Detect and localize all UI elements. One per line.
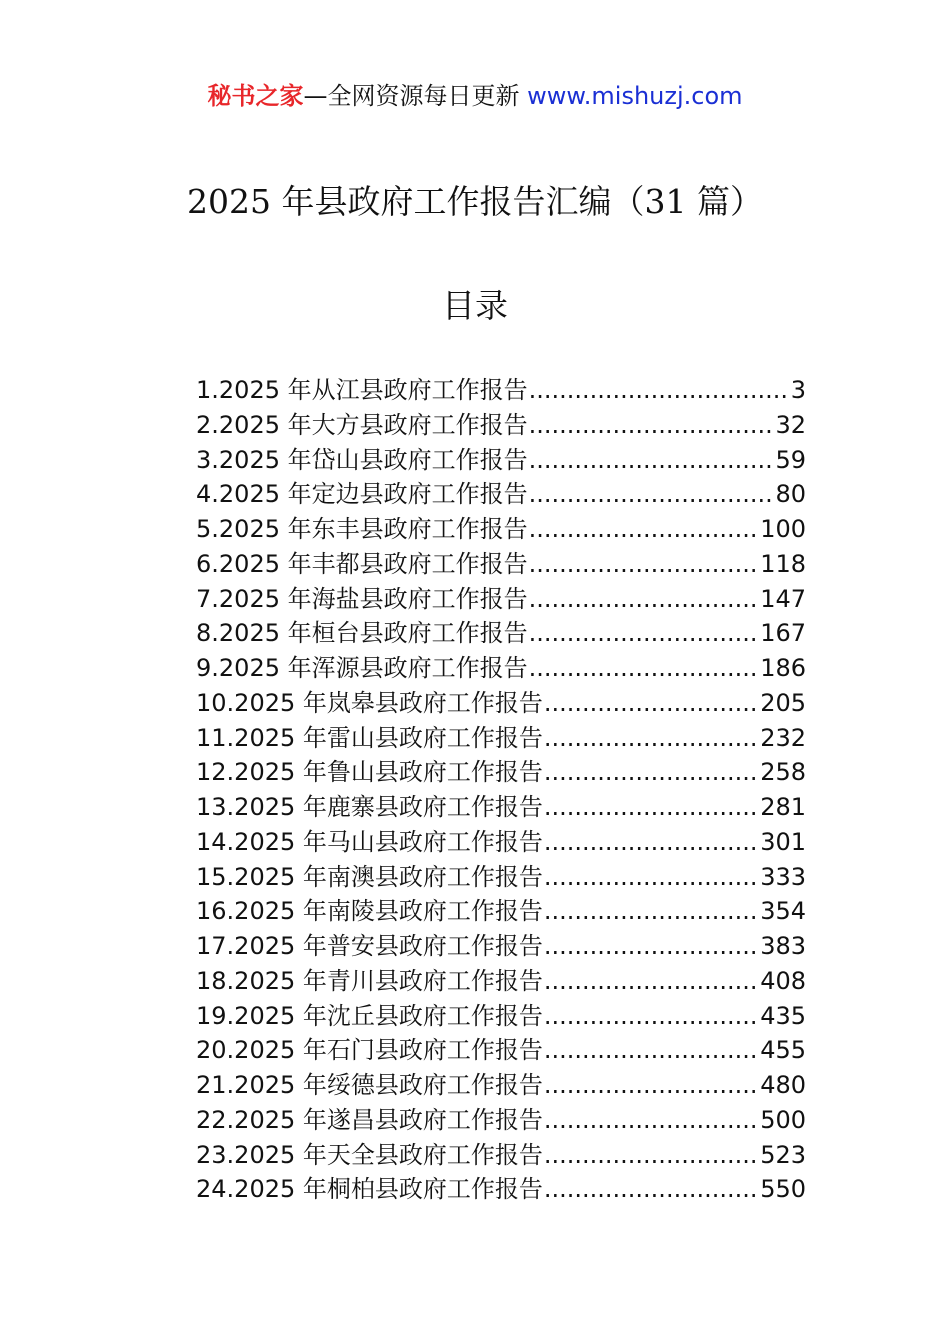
toc-entry-title: 11.2025 年雷山县政府工作报告 bbox=[196, 723, 543, 752]
toc-entry[interactable] bbox=[196, 547, 806, 582]
toc-dot-leader bbox=[544, 755, 759, 790]
toc-page-number: 550 bbox=[760, 1175, 806, 1204]
website-link[interactable]: www.mishuzj.com bbox=[527, 82, 743, 110]
toc-entry[interactable] bbox=[196, 999, 806, 1034]
toc-entry-title: 15.2025 年南澳县政府工作报告 bbox=[196, 862, 543, 891]
toc-entry-title: 14.2025 年马山县政府工作报告 bbox=[196, 827, 543, 856]
toc-entry[interactable] bbox=[196, 408, 806, 443]
toc-dot-leader bbox=[544, 929, 759, 964]
toc-dot-leader bbox=[544, 721, 759, 756]
toc-dot-leader bbox=[529, 582, 760, 617]
toc-page-number: 80 bbox=[775, 480, 806, 509]
toc-dot-leader bbox=[544, 1033, 759, 1068]
toc-entry[interactable] bbox=[196, 1172, 806, 1207]
toc-entry[interactable] bbox=[196, 721, 806, 756]
toc-entry-title: 12.2025 年鲁山县政府工作报告 bbox=[196, 758, 543, 787]
toc-entry-title: 6.2025 年丰都县政府工作报告 bbox=[196, 549, 528, 578]
toc-dot-leader bbox=[529, 477, 775, 512]
toc-dot-leader bbox=[544, 1172, 759, 1207]
toc-dot-leader bbox=[544, 894, 759, 929]
toc-dot-leader bbox=[529, 443, 775, 478]
toc-page-number: 301 bbox=[760, 827, 806, 856]
toc-dot-leader bbox=[544, 686, 759, 721]
toc-entry-title: 2.2025 年大方县政府工作报告 bbox=[196, 410, 528, 439]
toc-entry[interactable] bbox=[196, 477, 806, 512]
toc-entry-title: 21.2025 年绥德县政府工作报告 bbox=[196, 1071, 543, 1099]
toc-dot-leader bbox=[529, 408, 775, 443]
toc-page-number: 435 bbox=[760, 1001, 806, 1030]
toc-dot-leader bbox=[544, 1103, 759, 1138]
toc-entry[interactable] bbox=[196, 825, 806, 860]
toc-entry[interactable] bbox=[196, 443, 806, 478]
toc-page-number: 186 bbox=[760, 654, 806, 682]
document-title: 2025 年县政府工作报告汇编（31 篇） bbox=[187, 182, 763, 221]
toc-entry-title: 1.2025 年从江县政府工作报告 bbox=[196, 376, 528, 404]
toc-entry[interactable] bbox=[196, 1103, 806, 1138]
toc-entry-title: 22.2025 年遂昌县政府工作报告 bbox=[196, 1105, 543, 1134]
toc-page-number: 167 bbox=[760, 619, 806, 648]
toc-page-number: 32 bbox=[775, 410, 806, 439]
toc-dot-leader bbox=[544, 790, 759, 825]
toc-page-number: 354 bbox=[760, 897, 806, 926]
toc-page-number: 100 bbox=[760, 515, 806, 543]
toc-entry[interactable] bbox=[196, 860, 806, 895]
toc-page-number: 281 bbox=[760, 793, 806, 821]
toc-entry-title: 18.2025 年青川县政府工作报告 bbox=[196, 966, 543, 995]
toc-entry-title: 10.2025 年岚皋县政府工作报告 bbox=[196, 688, 543, 717]
table-of-contents bbox=[196, 373, 806, 1207]
toc-page-number: 333 bbox=[760, 862, 806, 891]
toc-dot-leader bbox=[529, 373, 790, 408]
toc-entry[interactable] bbox=[196, 512, 806, 547]
header-slogan: —全网资源每日更新 bbox=[303, 82, 528, 110]
toc-page-number: 480 bbox=[760, 1071, 806, 1099]
toc-entry[interactable] bbox=[196, 1068, 806, 1103]
toc-page-number: 118 bbox=[760, 549, 806, 578]
toc-entry-title: 16.2025 年南陵县政府工作报告 bbox=[196, 897, 543, 926]
toc-entry-title: 8.2025 年桓台县政府工作报告 bbox=[196, 619, 528, 648]
toc-dot-leader bbox=[529, 512, 760, 547]
toc-entry[interactable] bbox=[196, 616, 806, 651]
toc-entry-title: 3.2025 年岱山县政府工作报告 bbox=[196, 445, 528, 474]
toc-page-number: 232 bbox=[760, 723, 806, 752]
toc-page-number: 59 bbox=[775, 445, 806, 474]
toc-dot-leader bbox=[529, 547, 760, 582]
toc-page-number: 383 bbox=[760, 932, 806, 960]
toc-dot-leader bbox=[544, 1138, 759, 1173]
toc-entry-title: 17.2025 年普安县政府工作报告 bbox=[196, 932, 543, 960]
toc-entry-title: 24.2025 年桐柏县政府工作报告 bbox=[196, 1175, 543, 1204]
toc-page-number: 3 bbox=[790, 376, 806, 404]
toc-entry[interactable] bbox=[196, 894, 806, 929]
toc-page-number: 455 bbox=[760, 1036, 806, 1065]
toc-entry-title: 23.2025 年天全县政府工作报告 bbox=[196, 1140, 543, 1169]
toc-entry-title: 7.2025 年海盐县政府工作报告 bbox=[196, 584, 528, 613]
toc-dot-leader bbox=[544, 964, 759, 999]
toc-entry[interactable] bbox=[196, 790, 806, 825]
toc-entry-title: 19.2025 年沈丘县政府工作报告 bbox=[196, 1001, 543, 1030]
toc-entry[interactable] bbox=[196, 373, 806, 408]
toc-entry-title: 5.2025 年东丰县政府工作报告 bbox=[196, 515, 528, 543]
toc-page-number: 523 bbox=[760, 1140, 806, 1169]
toc-entry-title: 20.2025 年石门县政府工作报告 bbox=[196, 1036, 543, 1065]
toc-entry[interactable] bbox=[196, 582, 806, 617]
toc-page-number: 408 bbox=[760, 966, 806, 995]
toc-page-number: 147 bbox=[760, 584, 806, 613]
brand-name: 秘书之家 bbox=[207, 82, 304, 110]
toc-page-number: 500 bbox=[760, 1105, 806, 1134]
toc-dot-leader bbox=[544, 860, 759, 895]
toc-heading: 目录 bbox=[442, 286, 508, 325]
toc-entry-title: 9.2025 年浑源县政府工作报告 bbox=[196, 654, 528, 682]
toc-page-number: 205 bbox=[760, 688, 806, 717]
toc-dot-leader bbox=[529, 616, 760, 651]
toc-dot-leader bbox=[544, 999, 759, 1034]
toc-entry[interactable] bbox=[196, 1138, 806, 1173]
toc-entry[interactable] bbox=[196, 651, 806, 686]
toc-entry-title: 13.2025 年鹿寨县政府工作报告 bbox=[196, 793, 543, 821]
toc-dot-leader bbox=[544, 1068, 759, 1103]
toc-entry-title: 4.2025 年定边县政府工作报告 bbox=[196, 480, 528, 509]
toc-entry[interactable] bbox=[196, 964, 806, 999]
toc-page-number: 258 bbox=[760, 758, 806, 787]
toc-dot-leader bbox=[544, 825, 759, 860]
page-header bbox=[0, 80, 950, 112]
toc-dot-leader bbox=[529, 651, 760, 686]
toc-entry[interactable] bbox=[196, 755, 806, 790]
toc-entry[interactable] bbox=[196, 929, 806, 964]
toc-entry[interactable] bbox=[196, 1033, 806, 1068]
toc-entry[interactable] bbox=[196, 686, 806, 721]
